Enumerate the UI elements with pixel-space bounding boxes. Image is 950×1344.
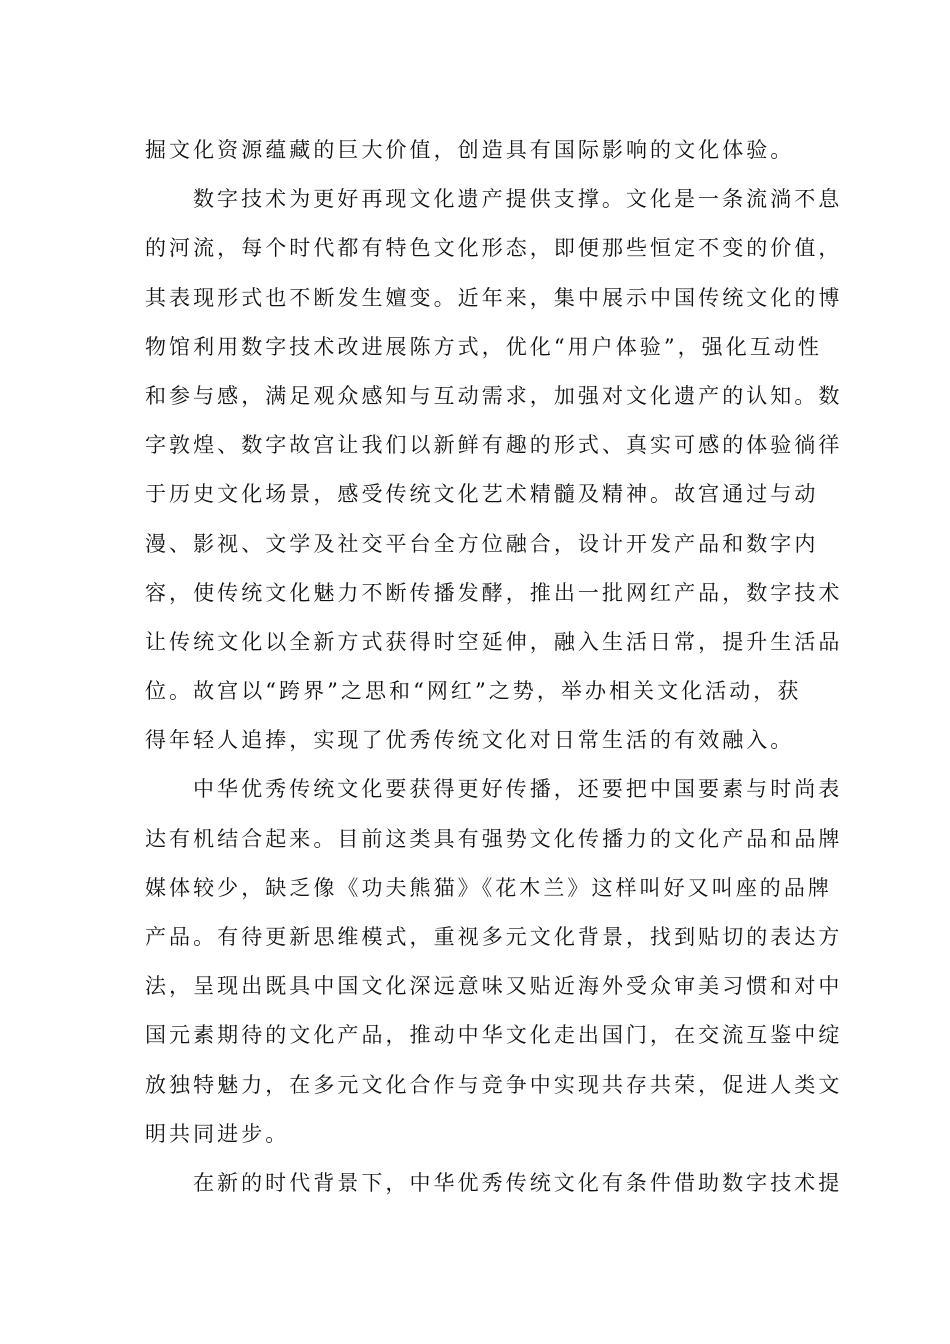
text-line: 让传统文化以全新方式获得时空延伸，融入生活日常，提升生活品 bbox=[145, 629, 843, 654]
text-line: 字敦煌、数字故宫让我们以新鲜有趣的形式、真实可感的体验徜徉 bbox=[145, 433, 843, 458]
text-line: 国元素期待的文化产品，推动中华文化走出国门，在交流互鉴中绽 bbox=[145, 1023, 843, 1048]
text-line: 得年轻人追捧，实现了优秀传统文化对日常生活的有效融入。 bbox=[145, 728, 795, 753]
text-line: 明共同进步。 bbox=[145, 1121, 290, 1146]
text-line: 容，使传统文化魅力不断传播发酵，推出一批网红产品，数字技术 bbox=[145, 580, 843, 605]
text-line: 和参与感，满足观众感知与互动需求，加强对文化遗产的认知。数 bbox=[145, 383, 843, 408]
text-line: 于历史文化场景，感受传统文化艺术精髓及精神。故宫通过与动 bbox=[145, 482, 819, 507]
paragraph-first-line: 数字技术为更好再现文化遗产提供支撑。文化是一条流淌不息 bbox=[193, 187, 843, 212]
text-line: 位。故宫以“跨界”之思和“网红”之势，举办相关文化活动，获 bbox=[145, 679, 802, 704]
text-line: 的河流，每个时代都有特色文化形态，即便那些恒定不变的价值， bbox=[145, 236, 843, 261]
text-line: 其表现形式也不断发生嬗变。近年来，集中展示中国传统文化的博 bbox=[145, 285, 843, 310]
body-text bbox=[145, 126, 843, 1208]
text-line: 达有机结合起来。目前这类具有强势文化传播力的文化产品和品牌 bbox=[145, 826, 843, 851]
text-line: 漫、影视、文学及社交平台全方位融合，设计开发产品和数字内 bbox=[145, 531, 819, 556]
text-line: 法，呈现出既具中国文化深远意味又贴近海外受众审美习惯和对中 bbox=[145, 974, 843, 999]
text-line: 掘文化资源蕴藏的巨大价值，创造具有国际影响的文化体验。 bbox=[145, 138, 795, 162]
paragraph-first-line: 中华优秀传统文化要获得更好传播，还要把中国要素与时尚表 bbox=[193, 777, 843, 802]
text-line: 产品。有待更新思维模式，重视多元文化背景，找到贴切的表达方 bbox=[145, 925, 843, 949]
text-line: 物馆利用数字技术改进展陈方式，优化“用户体验”，强化互动性 bbox=[145, 334, 822, 359]
paragraph-first-line: 在新的时代背景下，中华优秀传统文化有条件借助数字技术提 bbox=[193, 1170, 843, 1195]
text-line: 媒体较少，缺乏像《功夫熊猫》《花木兰》这样叫好又叫座的品牌 bbox=[145, 875, 832, 900]
text-line: 放独特魅力，在多元文化合作与竞争中实现共存共荣，促进人类文 bbox=[145, 1072, 843, 1097]
